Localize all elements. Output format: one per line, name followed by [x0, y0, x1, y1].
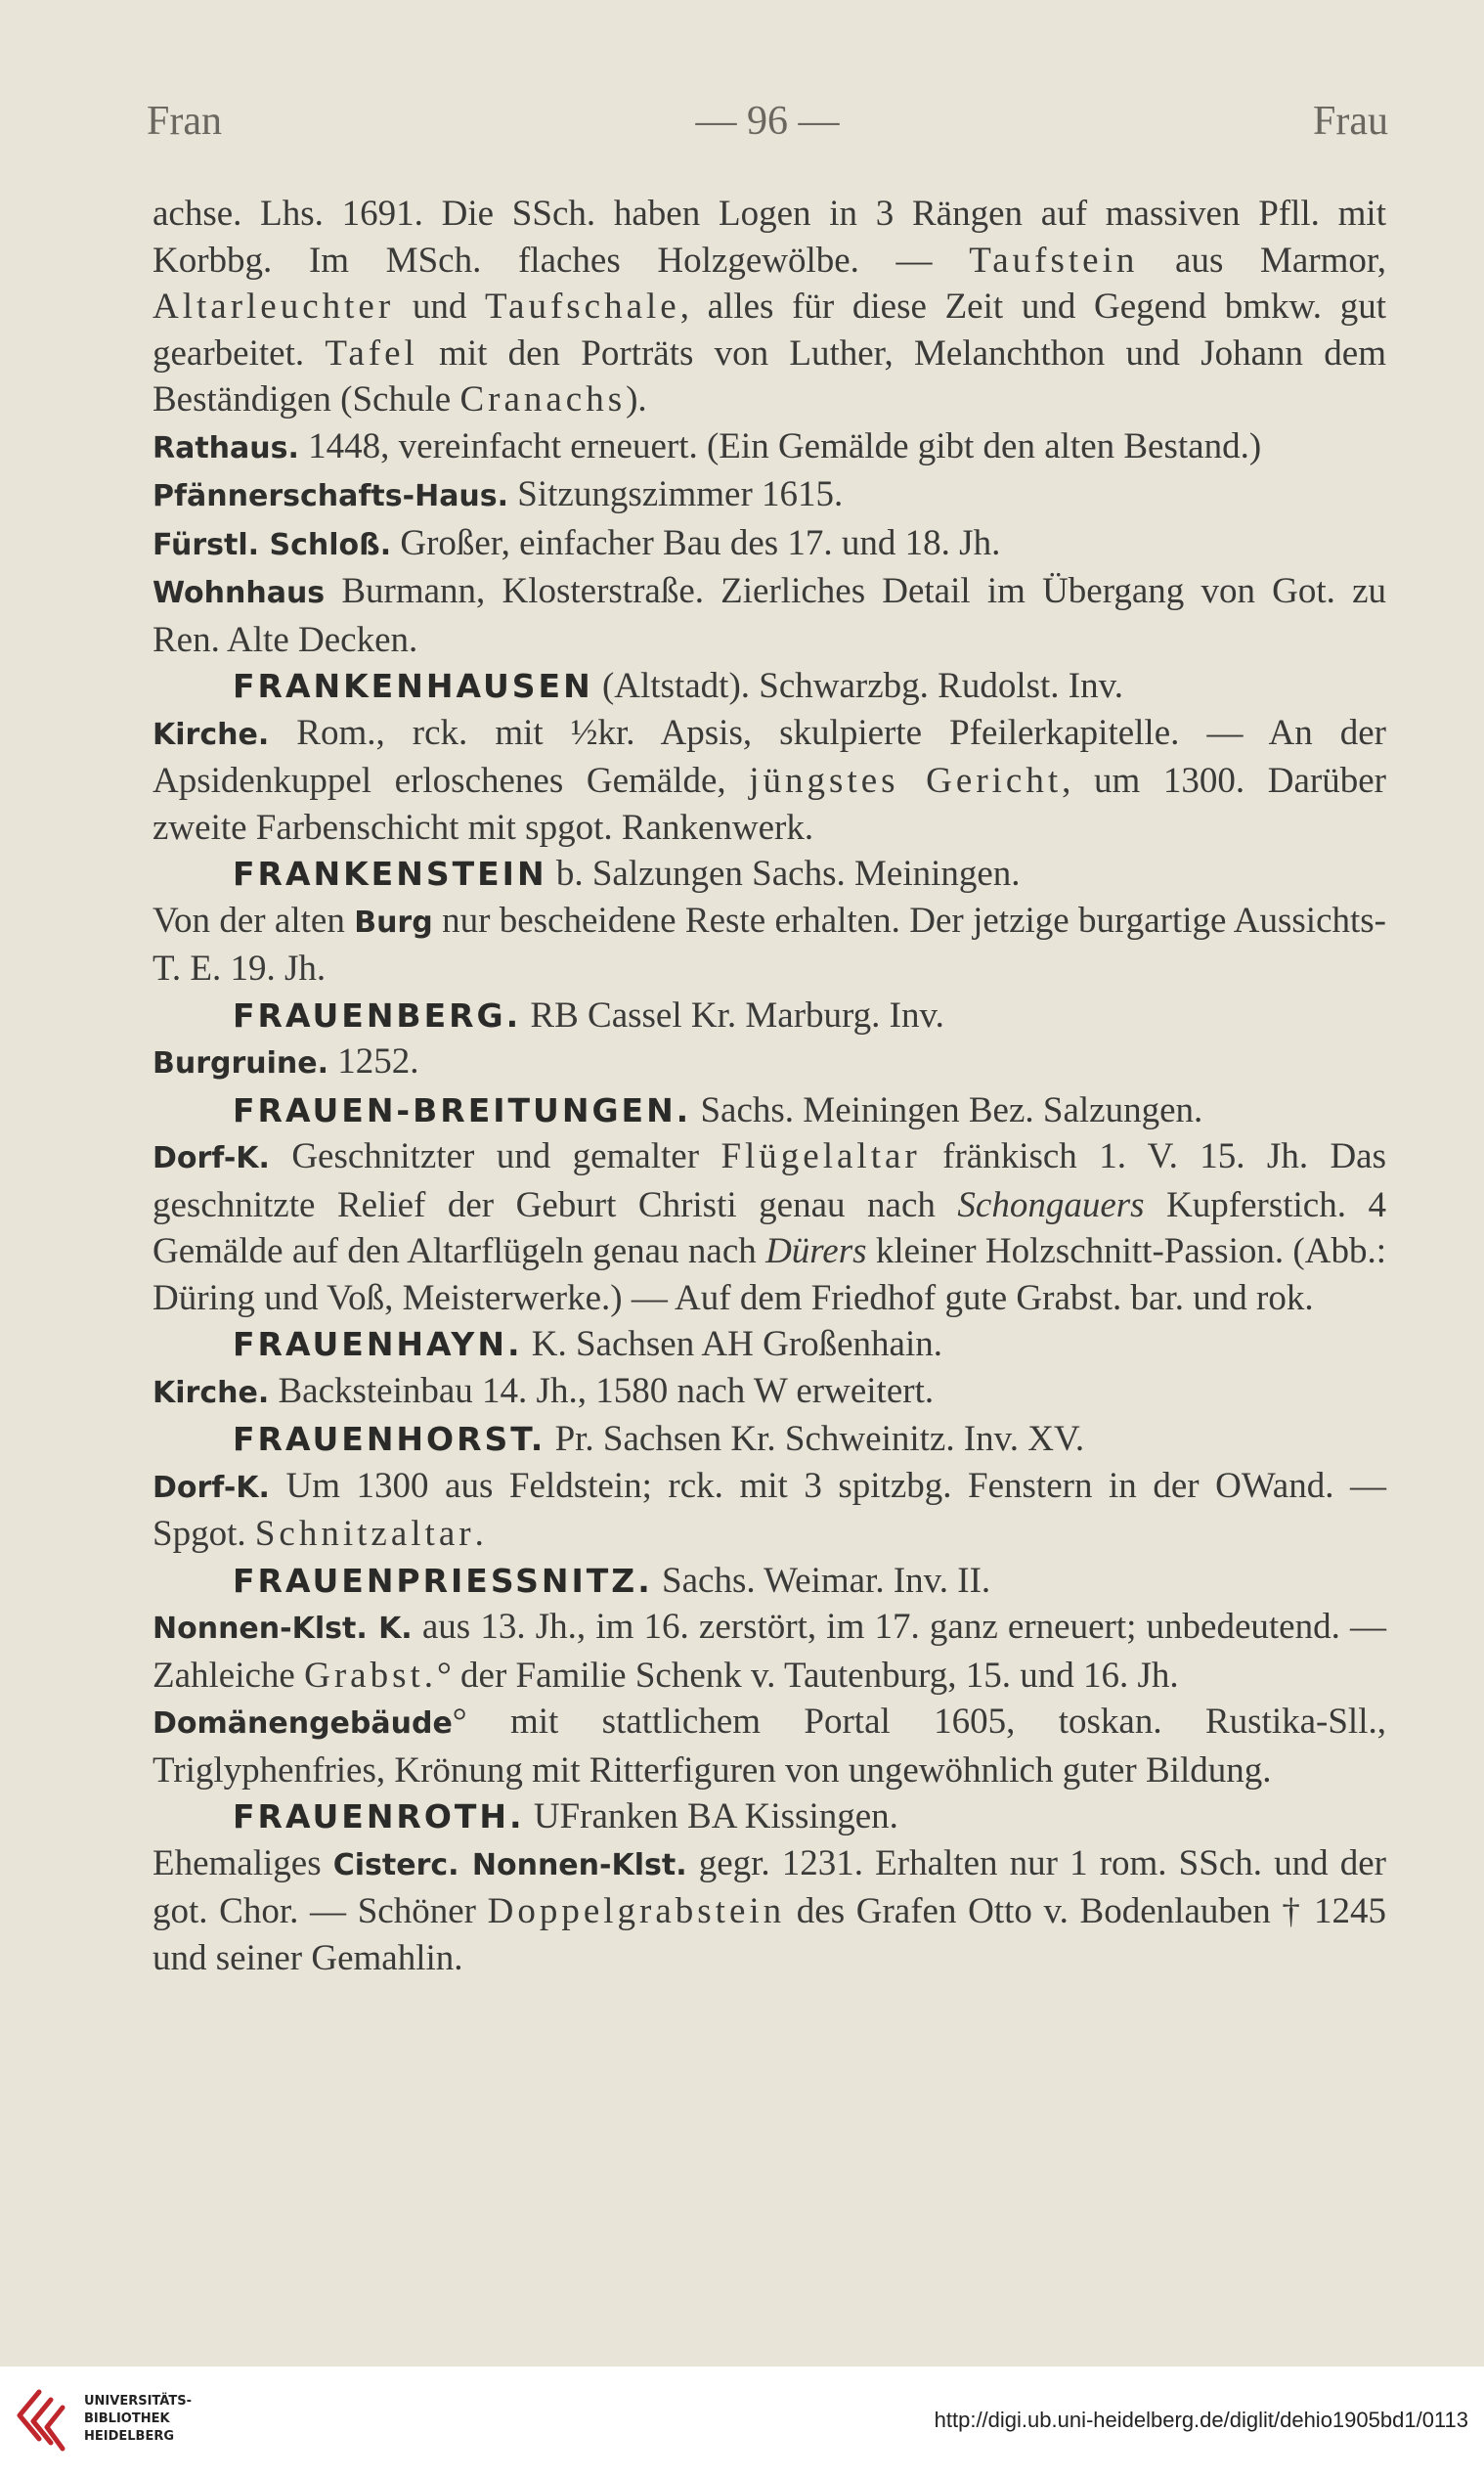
text-run: Von der alten: [153, 900, 355, 941]
entry-paragraph: [153, 1463, 1386, 1558]
entry-keyword: Nonnen-Klst. K.: [153, 1612, 413, 1646]
text-run: ° mit stattlichem Portal 1605, toskan. Rustika-Sll., Triglyphenfries, Krönung mit Ritterfiguren von ungewöhnlich guter Bildung.: [153, 1702, 1386, 1791]
text-run: .: [474, 1514, 484, 1554]
entry-paragraph: [153, 471, 1386, 520]
text-run: mit den Porträts von Luther, Melanchthon und Johann dem Beständigen (Schule: [153, 332, 1386, 420]
text-run: Burmann, Klosterstraße. Zierliches Detail im Übergang von Got. zu Ren. Alte Decken.: [153, 571, 1386, 660]
text-run: Sachs. Weimar. Inv. II.: [652, 1560, 991, 1601]
entry-keyword: Burgruine.: [153, 1046, 329, 1081]
place-entry-paragraph: [153, 1416, 1386, 1463]
place-name-heading: FRAUENBERG.: [233, 995, 522, 1035]
text-run: gegr. 1231. Erhalten nur 1 rom. SSch. und der got. Chor. — Schöner: [153, 1842, 1386, 1931]
entry-keyword: Kirche.: [153, 717, 270, 752]
entry-keyword: Rathaus.: [153, 430, 299, 465]
text-run: , um 1300. Darüber zweite Farbenschicht mit spgot. Rankenwerk.: [153, 761, 1386, 848]
text-run: UFranken BA Kissingen.: [524, 1796, 898, 1836]
text-run: 1252.: [328, 1041, 419, 1082]
italic-name: Schongauers: [957, 1184, 1145, 1225]
text-run: Ehemaliges: [153, 1842, 333, 1883]
entry-keyword: Fürstl. Schloß.: [153, 527, 392, 562]
body-text: [153, 191, 1386, 1981]
place-entry-paragraph: [153, 1087, 1386, 1134]
text-run: Sitzungszimmer 1615.: [508, 474, 844, 514]
entry-keyword: Domänengebäude: [153, 1706, 453, 1741]
running-header: [147, 98, 1388, 156]
text-run: , alles für diese Zeit und Gegend bmkw. gut gearbeitet.: [153, 287, 1387, 374]
text-run: Großer, einfacher Bau des 17. und 18. Jh.: [391, 522, 1001, 563]
entry-keyword: Dorf-K.: [153, 1470, 270, 1505]
permalink-url[interactable]: http://digi.ub.uni-heidelberg.de/diglit/dehio1905bd1/0113: [934, 2408, 1468, 2432]
spaced-term: Taufschale: [485, 287, 680, 327]
text-run: nur bescheidene Reste erhalten. Der jetzige burgartige Aussichts-T. E. 19. Jh.: [153, 900, 1386, 989]
library-name-line: UNIVERSITÄTS-: [84, 2394, 192, 2409]
heidelberg-library-logo-icon: [14, 2386, 70, 2456]
place-entry-paragraph: [153, 1558, 1386, 1605]
place-name-heading: FRAUENROTH.: [233, 1797, 525, 1836]
text-run: aus Marmor,: [1138, 240, 1387, 281]
place-name-heading: FRAUENHAYN.: [233, 1325, 523, 1363]
place-name-heading: FRANKENSTEIN: [233, 855, 547, 893]
spaced-term: Altarleuchter: [153, 287, 395, 327]
text-run: und: [394, 287, 485, 327]
place-entry-paragraph: [153, 663, 1386, 710]
text-run: b. Salzungen Sachs. Meiningen.: [546, 854, 1021, 894]
entry-keyword: Pfännerschafts-Haus.: [153, 479, 509, 513]
text-run: RB Cassel Kr. Marburg. Inv.: [521, 995, 944, 1036]
entry-keyword: Wohnhaus: [153, 576, 326, 610]
entry-paragraph: [153, 1133, 1386, 1321]
entry-paragraph: [153, 423, 1386, 472]
text-run: Rom., rck. mit ½kr. Apsis, skulpierte Pfeilerkapitelle. — An der Apsidenkuppel erloschenes Gemälde,: [153, 712, 1386, 801]
text-run: aus 13. Jh., im 16. zerstört, im 17. ganz erneuert; unbedeutend. — Zahleiche: [153, 1607, 1386, 1696]
spaced-term: Cranachs: [459, 379, 627, 420]
text-run: ° der Familie Schenk v. Tautenburg, 15. und 16. Jh.: [437, 1655, 1179, 1696]
text-run: 1448, vereinfacht erneuert. (Ein Gemälde gibt den alten Bestand.): [298, 425, 1262, 466]
library-name-line: HEIDELBERG: [84, 2429, 175, 2444]
text-run: (Altstadt). Schwarzbg. Rudolst. Inv.: [592, 666, 1123, 706]
text-run: Pr. Sachsen Kr. Schweinitz. Inv. XV.: [546, 1419, 1085, 1459]
place-entry-paragraph: [153, 993, 1386, 1039]
spaced-term: Tafel: [325, 332, 418, 374]
library-name: [84, 2393, 192, 2446]
spaced-term: Flügelaltar: [720, 1136, 921, 1176]
text-run: ).: [626, 379, 647, 420]
entry-paragraph: [153, 1699, 1386, 1793]
text-run: fränkisch 1. V. 15. Jh. Das geschnitzte Relief der Geburt Christi genau nach: [153, 1136, 1387, 1225]
text-run: Kupferstich. 4 Gemälde auf den Altarflügeln genau nach: [153, 1184, 1387, 1271]
spaced-term: Doppelgrabstein: [487, 1891, 786, 1931]
place-name-heading: FRAUEN-BREITUNGEN.: [233, 1090, 692, 1129]
entry-keyword: Dorf-K.: [153, 1141, 270, 1175]
text-run: Sachs. Meiningen Bez. Salzungen.: [691, 1089, 1203, 1130]
place-entry-paragraph: [153, 1321, 1386, 1368]
entry-keyword: Cisterc. Nonnen-Klst.: [332, 1847, 687, 1882]
entry-paragraph: [153, 1604, 1386, 1699]
place-name-heading: FRAUENPRIESSNITZ.: [233, 1561, 653, 1600]
entry-paragraph: [153, 898, 1386, 993]
place-entry-paragraph: [153, 851, 1386, 898]
text-run: achse. Lhs. 1691. Die SSch. haben Logen in 3 Rängen auf massiven Pfll. mit Korbbg. Im MSch. flaches Holzgewölbe. —: [153, 194, 1386, 281]
page-number: — 96 —: [695, 99, 840, 144]
entry-paragraph: [153, 710, 1386, 852]
text-run: des Grafen Otto v. Bodenlauben † 1245 und seiner Gemahlin.: [153, 1891, 1386, 1978]
text-run: Um 1300 aus Feldstein; rck. mit 3 spitzbg. Fenstern in der OWand. — Spgot.: [153, 1465, 1386, 1554]
entry-keyword: Burg: [354, 905, 433, 940]
entry-paragraph: [153, 191, 1386, 423]
entry-paragraph: [153, 568, 1386, 663]
entry-paragraph: [153, 1039, 1386, 1087]
text-run: K. Sachsen AH Großenhain.: [522, 1324, 943, 1364]
place-name-heading: FRANKENHAUSEN: [233, 667, 593, 705]
library-name-line: BIBLIOTHEK: [84, 2411, 170, 2426]
place-name-heading: FRAUENHORST.: [233, 1420, 546, 1458]
entry-paragraph: [153, 520, 1386, 569]
spaced-term: Taufstein: [969, 240, 1139, 281]
entry-paragraph: [153, 1368, 1386, 1417]
spaced-term: Schnitzaltar: [254, 1514, 475, 1554]
text-run: Backsteinbau 14. Jh., 1580 nach W erweitert.: [269, 1370, 935, 1411]
footer-bar: [0, 2366, 1484, 2477]
italic-name: Dürers: [765, 1231, 867, 1271]
entry-keyword: Kirche.: [153, 1375, 270, 1410]
text-run: Geschnitzter und gemalter: [269, 1136, 721, 1176]
header-left-catchword: Fran: [147, 99, 222, 144]
text-run: kleiner Holzschnitt-Passion. (Abb.: Düring und Voß, Meisterwerke.) — Auf dem Friedhof gute Grabst. bar. und rok.: [153, 1231, 1386, 1318]
place-entry-paragraph: [153, 1793, 1386, 1840]
spaced-term: jüngstes Gericht: [749, 761, 1063, 801]
header-right-catchword: Frau: [1313, 99, 1388, 144]
spaced-term: Grabst.: [304, 1655, 438, 1696]
entry-paragraph: [153, 1840, 1386, 1982]
